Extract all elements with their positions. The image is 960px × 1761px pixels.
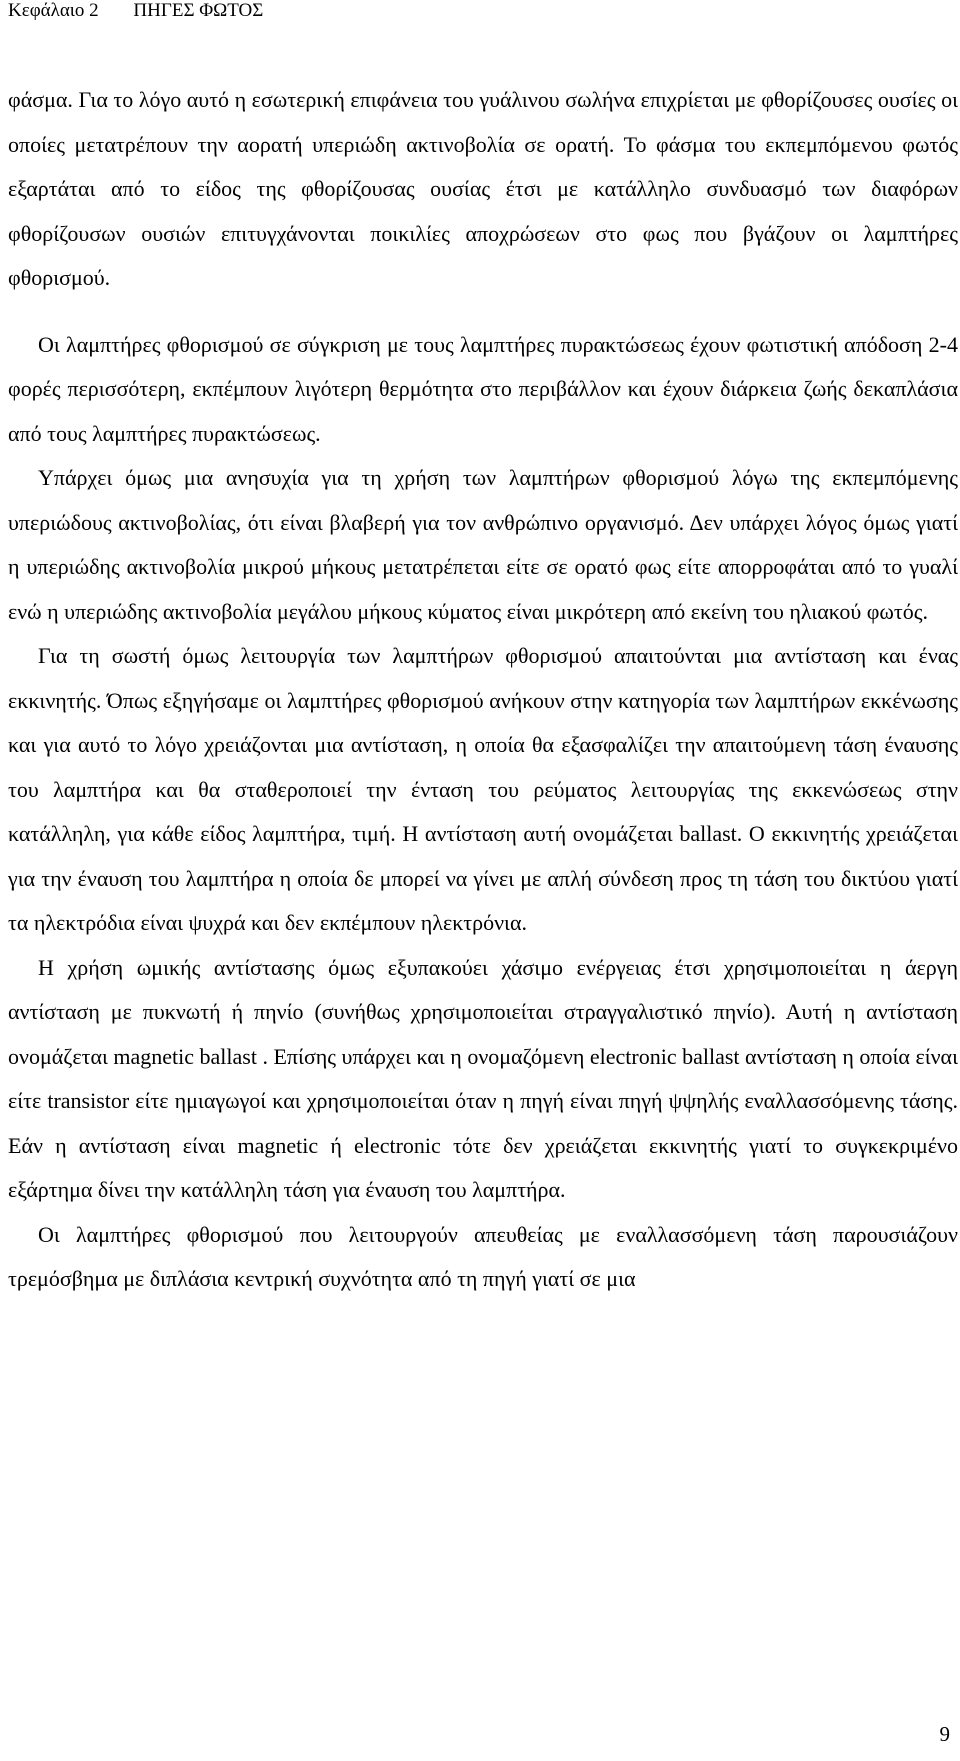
paragraph-spacer <box>8 301 958 323</box>
paragraph-5: Η χρήση ωμικής αντίστασης όμως εξυπακούει χάσιμο ενέργειας έτσι χρησιμοποιείται η άεργη αντίσταση με πυκνωτή ή πηνίο (συνήθως χρησιμοποιείται στραγγαλιστικό πηνίο). Αυτή η αντίσταση ονομάζεται magnetic ballast . Επίσης υπάρχει και η ονομαζόμενη electronic ballast αντίσταση η οποία είναι είτε transistor είτε ημιαγωγοί και χρησιμοποιείται όταν η πηγή είναι πηγή ψψηλής εναλλασσόμενης τάσης. Εάν η αντίσταση είναι magnetic ή electronic τότε δεν χρειάζεται εκκινητής γιατί το συγκεκριμένο εξάρτημα δίνει την κατάλληλη τάση για έναυση του λαμπτήρα. <box>8 954 958 1202</box>
paragraph-6: Οι λαμπτήρες φθορισμού που λειτουργούν απευθείας με εναλλασσόμενη τάση παρουσιάζουν τρεμόσβημα με διπλάσια κεντρική συχνότητα από τη πηγή γιατί σε μια <box>8 1221 958 1291</box>
chapter-title: ΠΗΓΕΣ ΦΩΤΟΣ <box>133 0 264 21</box>
page-number: 9 <box>939 1722 950 1746</box>
paragraph-4: Για τη σωστή όμως λειτουργία των λαμπτήρων φθορισμού απαιτούνται μια αντίσταση και ένας εκκινητής. Όπως εξηγήσαμε οι λαμπτήρες φθορισμού ανήκουν στην κατηγορία των λαμπτήρων εκκένωσης και για αυτό το λόγο χρειάζονται μια αντίσταση, η οποία θα εξασφαλίζει την απαιτούμενη τάση έναυσης του λαμπτήρα και θα σταθεροποιεί την ένταση του ρεύματος λειτουργίας της εκκενώσεως στην κατάλληλη, για κάθε είδος λαμπτήρα, τιμή. Η αντίσταση αυτή ονομάζεται ballast. Ο εκκινητής χρειάζεται για την έναυση του λαμπτήρα η οποία δε μπορεί να γίνει με απλή σύνδεση προς τη τάση του δικτύου γιατί τα ηλεκτρόδια είναι ψυχρά και δεν εκπέμπουν ηλεκτρόνια. <box>8 643 958 935</box>
chapter-label: Κεφάλαιο 2 <box>8 0 99 21</box>
document-body <box>8 78 958 1302</box>
paragraph-2: Οι λαμπτήρες φθορισμού σε σύγκριση με τους λαμπτήρες πυρακτώσεως έχουν φωτιστική απόδοση 2-4 φορές περισσότερη, εκπέμπουν λιγότερη θερμότητα στο περιβάλλον και έχουν διάρκεια ζωής δεκαπλάσια από τους λαμπτήρες πυρακτώσεως. <box>8 331 958 446</box>
paragraph-3: Υπάρχει όμως μια ανησυχία για τη χρήση των λαμπτήρων φθορισμού λόγω της εκπεμπόμενης υπεριώδους ακτινοβολίας, ότι είναι βλαβερή για τον ανθρώπινο οργανισμό. Δεν υπάρχει λόγος όμως γιατί η υπεριώδης ακτινοβολία μικρού μήκους μετατρέπεται είτε σε ορατό φως είτε απορροφάται από το γυαλί ενώ η υπεριώδης ακτινοβολία μεγάλου μήκους κύματος είναι μικρότερη από εκείνη του ηλιακού φωτός. <box>8 465 958 624</box>
page-header <box>8 0 263 22</box>
paragraph-1: φάσμα. Για το λόγο αυτό η εσωτερική επιφάνεια του γυάλινου σωλήνα επιχρίεται με φθορίζουσες ουσίες οι οποίες μετατρέπουν την αορατή υπεριώδη ακτινοβολία σε ορατή. Το φάσμα του εκπεμπόμενου φωτός εξαρτάται από το είδος της φθορίζουσας ουσίας έτσι με κατάλληλο συνδυασμό των διαφόρων φθορίζουσων ουσιών επιτυγχάνονται ποικιλίες αποχρώσεων στο φως που βγάζουν οι λαμπτήρες φθορισμού. <box>8 87 958 290</box>
